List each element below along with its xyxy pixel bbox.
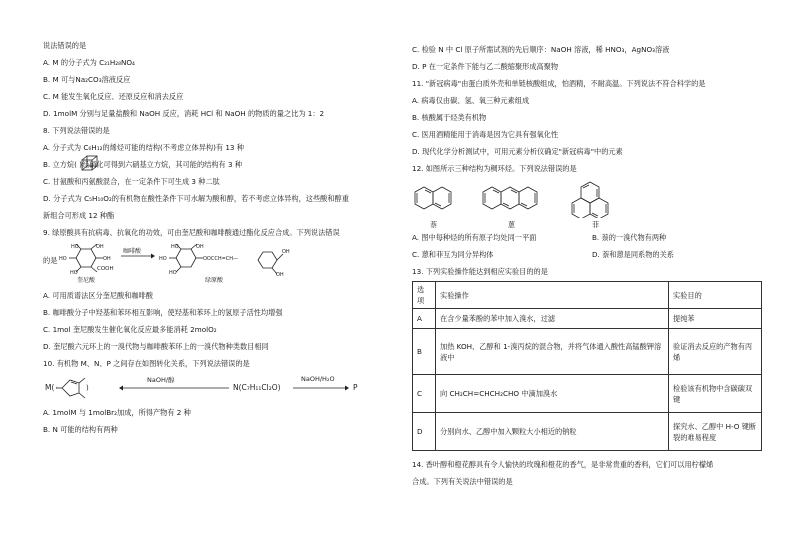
chlorogenic-acid-structure — [159, 244, 309, 276]
q10-n-label: N(C₇H₁₁Cl₂O) — [233, 383, 281, 392]
q13-title: 13. 下列实验操作能达到相应实验目的的是 — [412, 267, 548, 276]
table-row — [413, 375, 762, 413]
question-text-line: 8. 下列说法错误的是 — [43, 126, 110, 135]
left-column — [43, 40, 393, 441]
anthracene-structure — [482, 184, 540, 214]
table-cell: B — [413, 329, 436, 375]
q10-p-label: P — [353, 383, 358, 392]
svg-text:OH: OH — [276, 272, 284, 276]
table-cell: 加热 KOH、乙醇和 1-溴丙烷的混合物，并将气体通入酸性高锰酸钾溶液中 — [436, 329, 669, 375]
question-text-line: 说法错误的是 — [43, 41, 87, 50]
experiment-table — [412, 281, 762, 451]
svg-text:OOCCH=CH—: OOCCH=CH— — [203, 256, 239, 262]
table-cell: 向 CH₂CH=CHCH₂CHO 中滴加溴水 — [436, 375, 669, 413]
question-text-line: D. 1molM 分别与足量盐酸和 NaOH 反应，消耗 HCl 和 NaOH 的物质的量之比为 1：2 — [43, 109, 325, 118]
q12-figure — [412, 180, 762, 232]
cyclopentene-ketone-structure — [56, 375, 96, 401]
q12-options — [412, 232, 762, 266]
question-text-line: 11. "新冠病毒"由蛋白质外壳和单链核酸组成，怕酒精，不耐高温。下列说法不符合科学的是 — [412, 79, 706, 88]
question-text-line: A. 1molM 与 1molBr₂加成，所得产物有 2 种 — [43, 408, 191, 417]
question-text-line: A. 可用质谱法区分奎尼酸和咖啡酸 — [43, 291, 153, 300]
cubane-icon — [81, 155, 99, 171]
svg-text:HO: HO — [70, 270, 78, 274]
table-cell: 分别向水、乙醇中加入颗粒大小相近的钠粒 — [436, 413, 669, 451]
question-text-line: B. N 可能的结构有两种 — [43, 425, 118, 434]
svg-text:OH: OH — [282, 249, 290, 255]
q10-figure — [43, 375, 393, 401]
table-header-row — [413, 282, 762, 309]
table-cell: 探究水、乙醇中 H-O 键断裂的难易程度 — [669, 413, 762, 451]
reaction-arrow-icon — [121, 252, 155, 260]
q8-option-b: B. 立方烷( )经硝化可得到六硝基立方烷，其可能的结构有 3 种 — [43, 159, 393, 170]
question-text-line: C. 检验 N 中 Cl 原子所需试剂的先后顺序：NaOH 溶液，稀 HNO₃，AgNO₃溶液 — [412, 45, 670, 54]
svg-text:HO: HO — [159, 256, 167, 262]
table-cell: D — [413, 413, 436, 451]
table-cell: 在含少量苯酚的苯中加入溴水，过滤 — [436, 309, 669, 329]
svg-text:O — [56, 385, 57, 392]
question-text-line: 14. 香叶醇和橙花醇具有令人愉快的玫瑰和橙花的香气，是非常贵重的香料，它们可以用柠檬烯 — [412, 460, 714, 469]
anthracene-name: 蒽 — [508, 221, 515, 229]
question-text-line: 10. 有机物 M、N、P 之间存在如图转化关系，下列说法错误的是 — [43, 359, 250, 368]
quinic-cooh-label: COOH — [97, 266, 114, 272]
table-cell: C — [413, 375, 436, 413]
svg-text:HO: HO — [169, 270, 177, 276]
q10-m-label: M( — [45, 383, 55, 392]
svg-text:HO: HO — [59, 256, 67, 262]
q10-reagent-left: NaOH/醇 — [147, 376, 175, 384]
question-text-line: D. P 在一定条件下能与乙二酸缩聚形成高聚物 — [412, 62, 559, 71]
question-text-line: A. 分子式为 C₆H₁₂的烯烃可能的结构(不考虑立体异构)有 13 种 — [43, 143, 244, 152]
question-text-line: 合成。下列有关说法中错误的是 — [412, 477, 513, 486]
question-text-line: B. M 可与Na₂CO₃溶液反应 — [43, 75, 131, 84]
q9-figure — [43, 244, 393, 284]
header-cell: 实验目的 — [669, 282, 762, 309]
q9-reagent-label: 咖啡酸 — [123, 248, 142, 255]
svg-text:OH: OH — [103, 256, 111, 262]
table-row — [413, 413, 762, 451]
naphthalene-name: 萘 — [430, 221, 437, 229]
question-text-line: C. M 能发生氧化反应、还原反应和消去反应 — [43, 92, 184, 101]
question-text-line: 12. 如图所示三种结构为稠环烃。下列说法错误的是 — [412, 164, 577, 173]
quinic-acid-name: 奎尼酸 — [77, 277, 96, 284]
header-cell: 选项 — [413, 282, 436, 309]
q9-lead-text: 的是 — [43, 256, 58, 265]
table-cell: 提纯苯 — [669, 309, 762, 329]
table-cell: 验证消去反应的产物有丙烯 — [669, 329, 762, 375]
table-row — [413, 329, 762, 375]
q12-option-row: C. 蒽和菲互为同分异构体 D. 萘和蒽是同系物的关系 — [412, 250, 674, 259]
svg-text:): ) — [86, 384, 89, 392]
question-text-line: B. 核酸属于烃类有机物 — [412, 113, 487, 122]
table-row — [413, 309, 762, 329]
phenanthrene-name: 菲 — [592, 221, 599, 229]
question-text-line: C. 甘氨酸和丙氨酸混合，在一定条件下可生成 3 种二肽 — [43, 177, 220, 186]
svg-text:OH: OH — [196, 244, 204, 250]
table-cell: A — [413, 309, 436, 329]
question-text-line: C. 1mol 奎尼酸发生催化氧化反应最多能消耗 2molO₂ — [43, 325, 217, 334]
phenanthrene-structure — [568, 180, 616, 218]
table-cell: 检验该有机物中含碳碳双键 — [669, 375, 762, 413]
question-text-line: C. 医用酒精能用于消毒是因为它具有强氧化性 — [412, 130, 559, 139]
naphthalene-structure — [414, 184, 454, 214]
chlorogenic-acid-name: 绿原酸 — [205, 277, 224, 284]
q12-option-row: A. 图中每种烃的所有原子均处同一平面 B. 萘的一溴代物有两种 — [412, 233, 667, 242]
back-arrow-icon — [119, 384, 229, 392]
question-text-line: D. 奎尼酸六元环上的一溴代物与咖啡酸苯环上的一溴代物种类数目相同 — [43, 342, 269, 351]
question-text-line: D. 分子式为 C₅H₁₀O₂的有机物在酸性条件下可水解为酸和醇，若不考虑立体异构，这些酸和醇重 — [43, 194, 349, 203]
svg-text:HO: HO — [171, 244, 179, 250]
question-text-line: B. 咖啡酸分子中羟基和苯环相互影响，使羟基和苯环上的氢原子活性均增强 — [43, 308, 283, 317]
header-cell: 实验操作 — [436, 282, 669, 309]
q10-reagent-right: NaOH/H₂O — [301, 375, 335, 383]
svg-text:OH: OH — [96, 244, 104, 250]
right-column — [412, 44, 762, 493]
question-text-line: A. M 的分子式为 C₂₁H₂₈NO₄ — [43, 58, 135, 67]
question-text-line: A. 病毒仅由碳、氢、氧三种元素组成 — [412, 96, 530, 105]
svg-text:HO: HO — [71, 244, 79, 250]
question-text-line: 新组合可形成 12 种酯 — [43, 211, 115, 220]
question-text-line: D. 现代化学分析测试中，可用元素分析仪确定"新冠病毒"中的元素 — [412, 147, 623, 156]
question-text-line: 9. 绿原酸具有抗病毒、抗氧化的功效，可由奎尼酸和咖啡酸通过酯化反应合成。下列说法错误 — [43, 228, 340, 237]
forward-arrow-icon — [293, 384, 349, 392]
